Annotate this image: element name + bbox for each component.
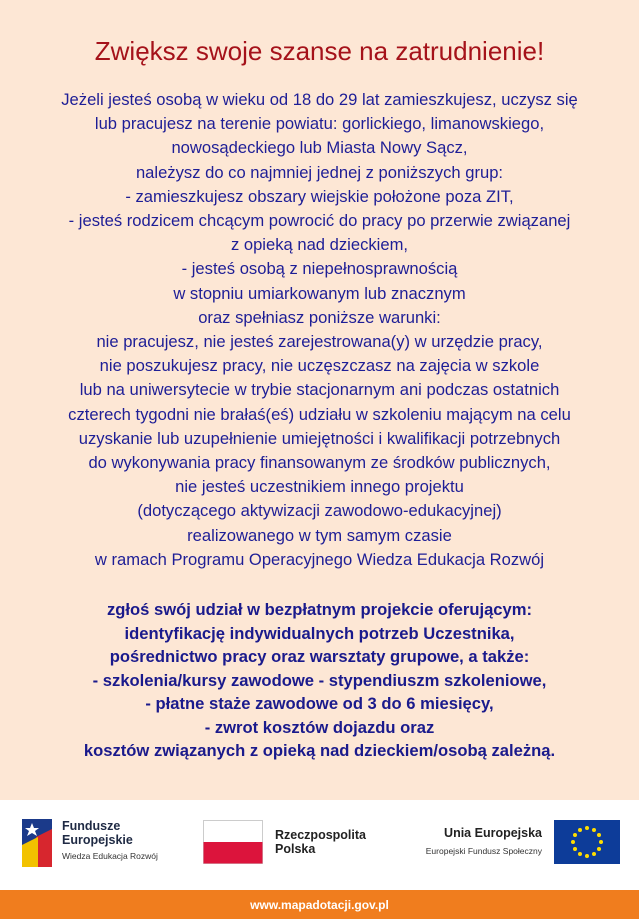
offer-line: pośrednictwo pracy oraz warsztaty grupowe, a także: (109, 647, 530, 666)
unia-europejska-logo (410, 820, 620, 870)
intro-line: należysz do co najmniej jednej z poniższych grup: (135, 162, 504, 182)
fe-line2: Europejskie (62, 833, 133, 847)
intro-line: realizowanego w tym samym czasie (187, 525, 452, 545)
rp-line2: Polska (275, 842, 316, 856)
eligibility-text (4, 88, 635, 572)
footer-url[interactable]: www.mapadotacji.gov.pl (250, 898, 389, 912)
eu-flag-icon (554, 820, 620, 864)
intro-line: nie poszukujesz pracy, nie uczęszczasz na zajęcia w szkole (99, 356, 540, 376)
logo-bar (0, 800, 639, 890)
fundusze-europejskie-icon (22, 815, 56, 871)
fe-line1: Fundusze (62, 819, 121, 833)
offer-text (10, 598, 629, 763)
offer-line: - szkolenia/kursy zawodowe - stypendiuszm szkoleniowe, (92, 670, 547, 690)
fundusze-europejskie-logo (22, 815, 192, 875)
intro-line: - zamieszkujesz obszary wiejskie położone poza ZIT, (125, 186, 514, 206)
ue-title: Unia Europejska (444, 826, 542, 840)
intro-line: (dotyczącego aktywizacji zawodowo-edukacyjnej) (137, 501, 502, 521)
polish-flag-icon (203, 820, 263, 864)
offer-line: zgłoś swój udział w bezpłatnym projekcie oferującym: (106, 600, 533, 619)
footer-bar (0, 890, 639, 919)
fe-subtitle: Wiedza Edukacja Rozwój (62, 851, 158, 861)
intro-line: nowosądeckiego lub Miasta Nowy Sącz, (171, 138, 468, 158)
intro-line: w ramach Programu Operacyjnego Wiedza Edukacja Rozwój (94, 549, 545, 569)
intro-line: do wykonywania pracy finansowanym ze środków publicznych, (88, 453, 551, 473)
intro-line: uzyskanie lub uzupełnienie umiejętności i kwalifikacji potrzebnych (78, 428, 561, 448)
page-title: Zwiększ swoje szanse na zatrudnienie! (94, 36, 545, 66)
intro-line: - jesteś osobą z niepełnosprawnością (181, 259, 458, 279)
intro-line: nie jesteś uczestnikiem innego projektu (175, 477, 464, 497)
intro-line: Jeżeli jesteś osobą w wieku od 18 do 29 lat zamieszkujesz, uczysz się (61, 90, 578, 109)
offer-line: identyfikację indywidualnych potrzeb Uczestnika, (124, 623, 515, 643)
offer-line: kosztów związanych z opieką nad dzieckiem/osobą zależną. (83, 741, 556, 760)
offer-line: - zwrot kosztów dojazdu oraz (204, 717, 435, 737)
rzeczpospolita-polska-logo (203, 820, 366, 870)
intro-line: oraz spełniasz poniższe warunki: (198, 307, 441, 327)
ue-subtitle: Europejski Fundusz Społeczny (425, 846, 542, 856)
intro-line: czterech tygodni nie brałaś(eś) udziału w szkoleniu mającym na celu (68, 404, 571, 424)
fe-title (62, 819, 133, 847)
intro-line: z opieką nad dzieckiem, (230, 235, 409, 255)
intro-line: - jesteś rodzicem chcącym powrocić do pracy po przerwie związanej (68, 211, 571, 231)
intro-line: w stopniu umiarkowanym lub znacznym (173, 283, 466, 303)
rp-line1: Rzeczpospolita (275, 828, 366, 842)
intro-line: lub na uniwersytecie w trybie stacjonarnym ani podczas ostatnich (79, 380, 560, 400)
intro-line: lub pracujesz na terenie powiatu: gorlickiego, limanowskiego, (94, 114, 545, 134)
rp-title (275, 828, 366, 856)
offer-line: - płatne staże zawodowe od 3 do 6 miesięcy, (145, 694, 494, 713)
intro-line: nie pracujesz, nie jesteś zarejestrowana(y) w urzędzie pracy, (96, 332, 543, 352)
